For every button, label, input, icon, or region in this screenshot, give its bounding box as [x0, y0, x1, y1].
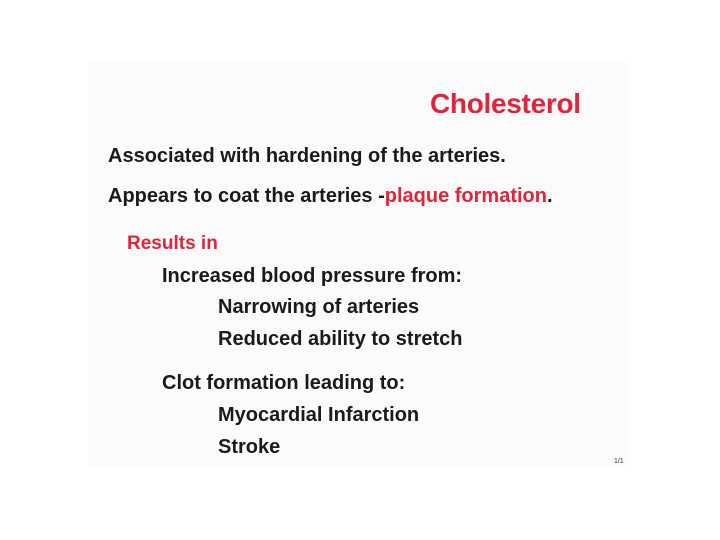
bullet-associated: Associated with hardening of the arteries. — [108, 145, 506, 167]
plaque-formation-highlight: plaque formation — [384, 185, 547, 207]
clot-formation-item: Clot formation leading to: — [162, 372, 406, 394]
stroke-item: Stroke — [218, 436, 281, 458]
bullet-appears — [108, 185, 553, 208]
reduced-stretch-item: Reduced ability to stretch — [218, 328, 463, 350]
slide-title: Cholesterol — [430, 88, 581, 119]
appears-suffix: . — [546, 185, 553, 207]
myocardial-item: Myocardial Infarction — [218, 404, 420, 426]
results-heading: Results in — [127, 233, 218, 254]
increased-bp-item: Increased blood pressure from: — [162, 265, 463, 287]
narrowing-item: Narrowing of arteries — [218, 296, 420, 318]
appears-prefix: Appears to coat the arteries - — [108, 185, 385, 207]
page-number: 1/1 — [614, 458, 624, 465]
